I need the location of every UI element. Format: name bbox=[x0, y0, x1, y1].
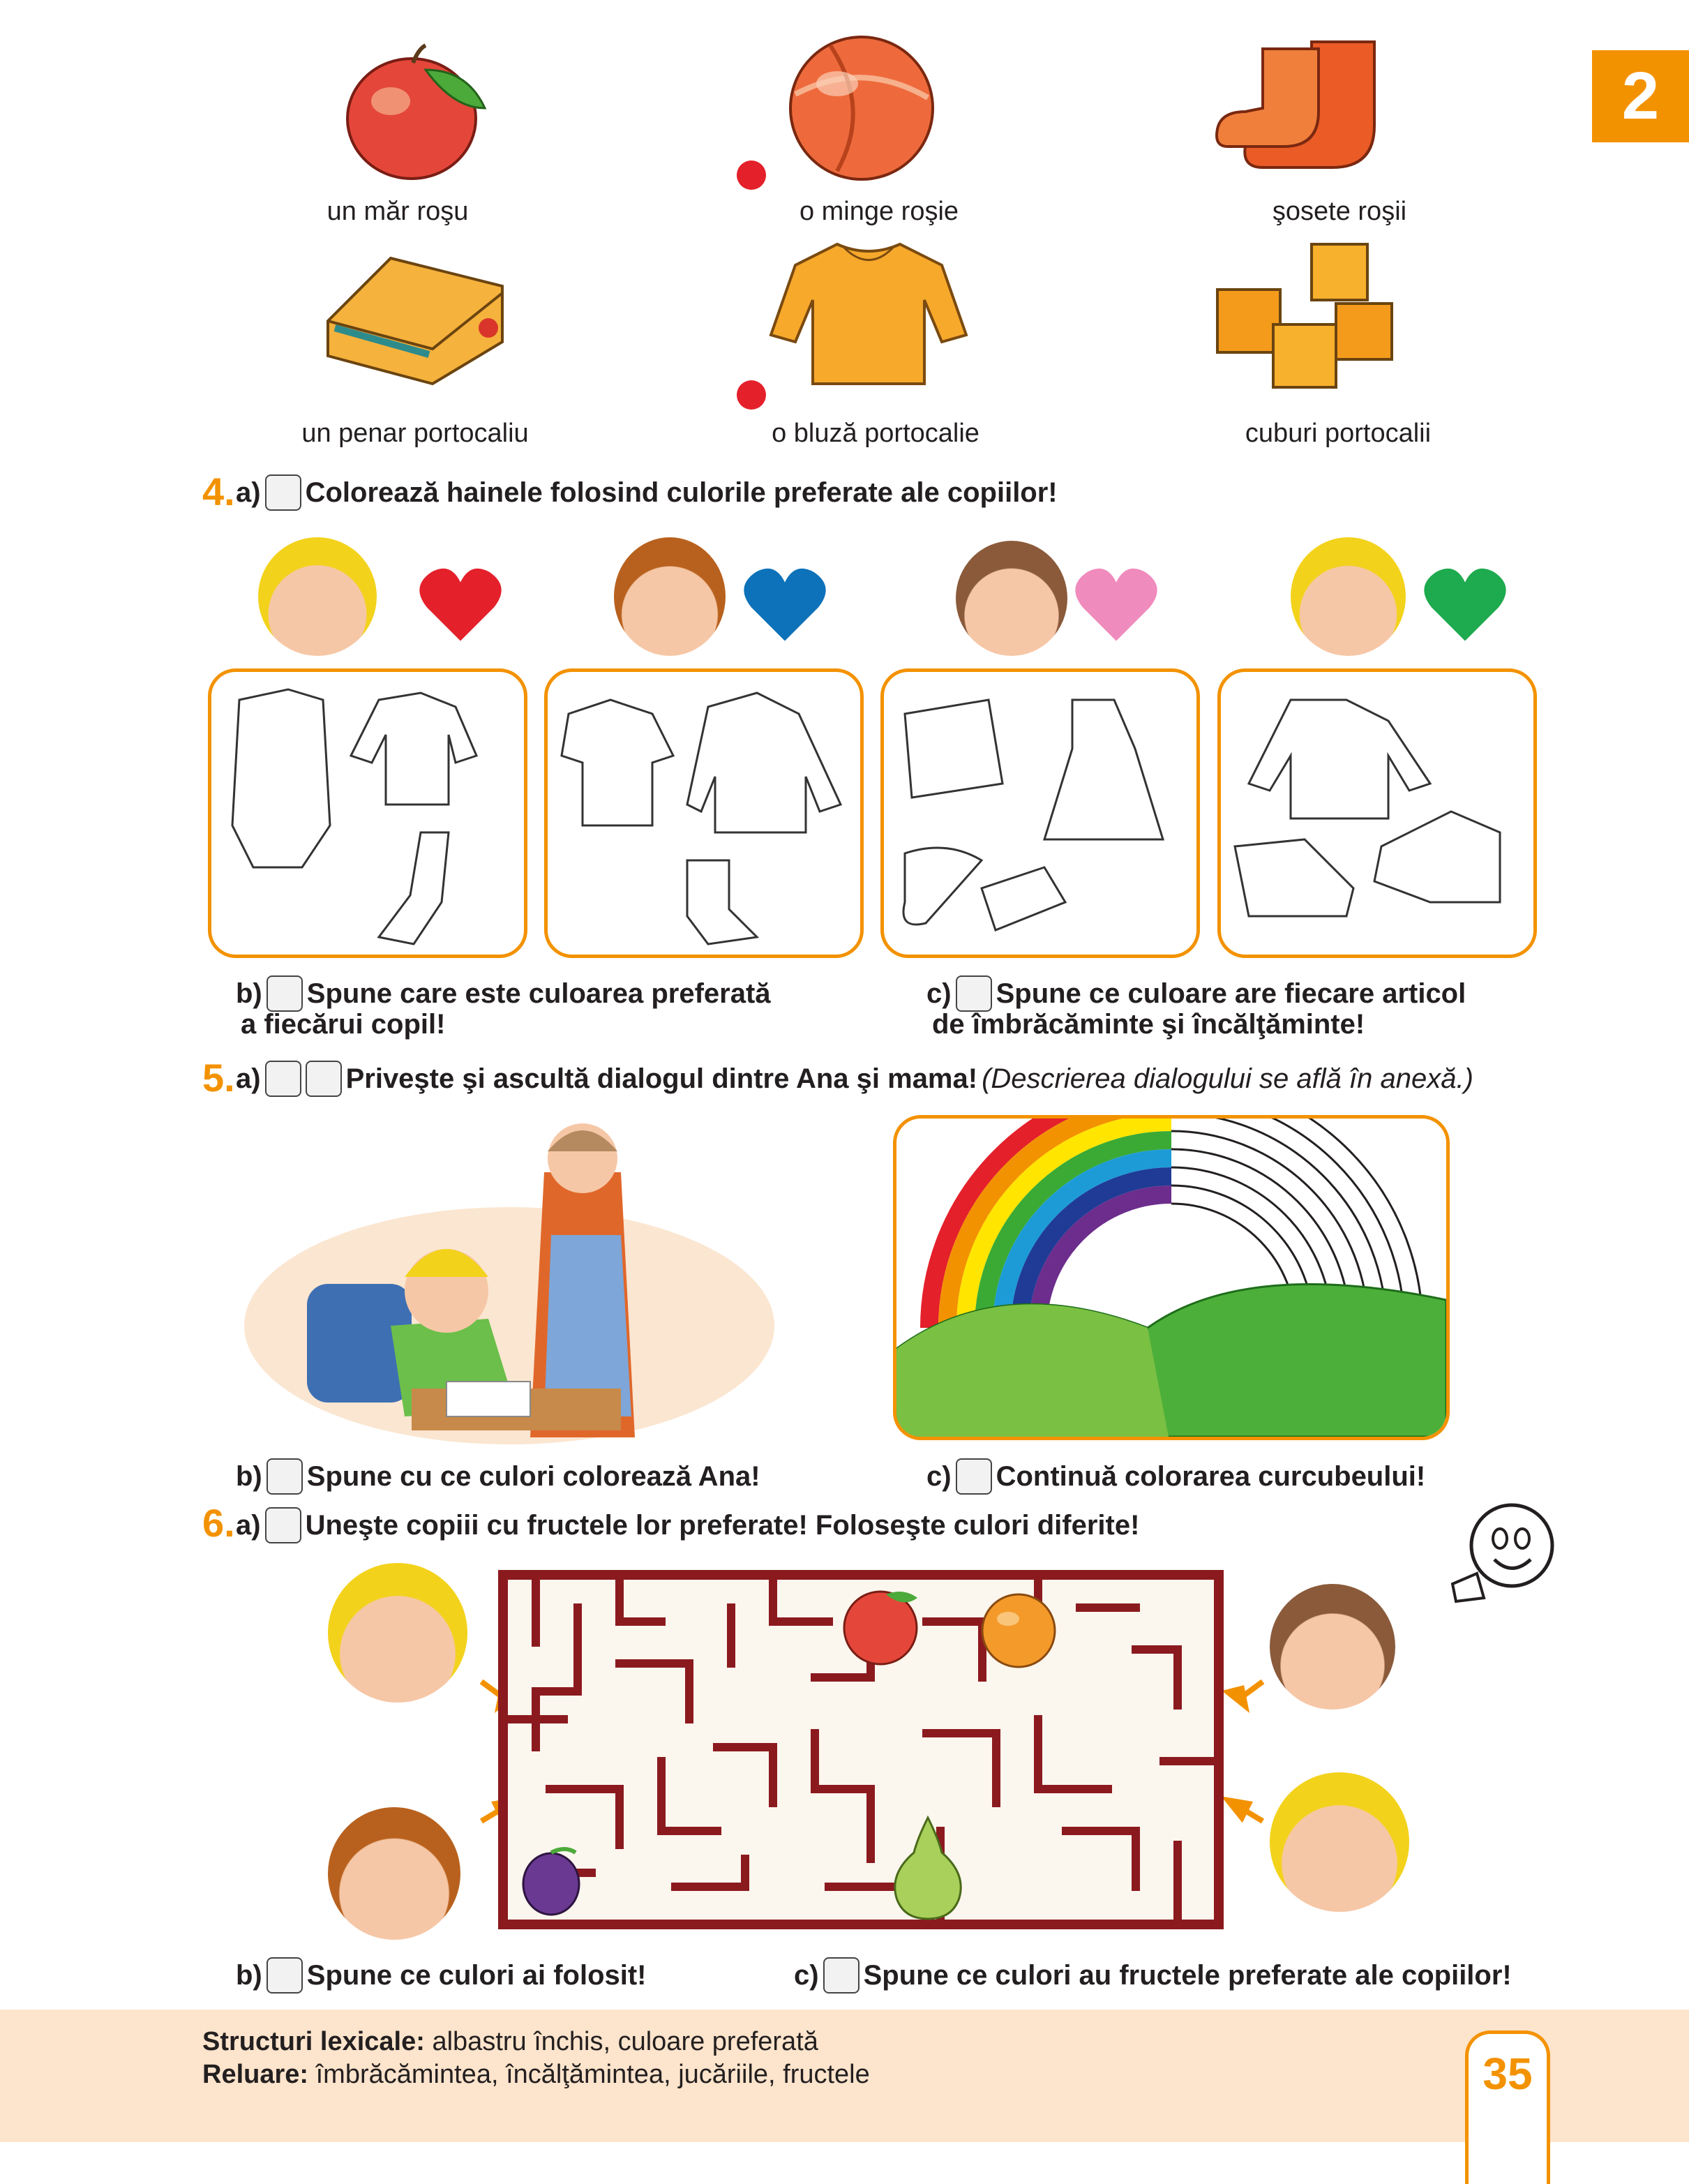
task6a-instruction bbox=[236, 1507, 1139, 1543]
task5a-instruction bbox=[236, 1061, 1473, 1097]
task6c-instruction bbox=[794, 1957, 1512, 1994]
rainbow-image bbox=[896, 1119, 1446, 1437]
heart-shape bbox=[419, 569, 501, 641]
lips-icon bbox=[267, 1957, 303, 1994]
caption-cubes: cuburi portocalii bbox=[1245, 419, 1432, 448]
child-avatar-boy bbox=[614, 537, 726, 656]
review-text: îmbrăcămintea, încălţămintea, jucăriile, fructele bbox=[315, 2060, 870, 2089]
task-text: Continuă colorarea curcubeului! bbox=[996, 1460, 1426, 1492]
structures-line bbox=[202, 2027, 818, 2057]
plum-icon bbox=[513, 1842, 590, 1919]
smiley-thumbs-up-icon bbox=[1446, 1500, 1557, 1605]
clothing-panel[interactable] bbox=[208, 668, 527, 958]
task5b-instruction bbox=[236, 1458, 760, 1495]
structures-label: Structuri lexicale: bbox=[202, 2027, 425, 2056]
heart-shape bbox=[1075, 569, 1157, 641]
task6b-instruction bbox=[236, 1957, 647, 1994]
heart-icon bbox=[1423, 565, 1507, 645]
task-text: Uneşte copiii cu fructele lor preferate! Foloseşte culori diferite! bbox=[305, 1509, 1140, 1541]
heart-shape bbox=[744, 569, 825, 641]
task-label: c) bbox=[926, 1460, 952, 1492]
child-avatar-ana bbox=[258, 537, 377, 656]
task-text: Spune ce culori au fructele preferate ale copiilor! bbox=[863, 1959, 1512, 1991]
caption-apple: un măr roşu bbox=[326, 197, 469, 226]
eye-icon bbox=[265, 1061, 301, 1097]
heart-shape bbox=[1424, 569, 1506, 641]
task5c-instruction bbox=[926, 1458, 1425, 1495]
task-text: Spune ce culoare are fiecare articol bbox=[996, 978, 1466, 1009]
task-text: a fiecărui copil! bbox=[241, 1009, 446, 1040]
task-number: 5. bbox=[202, 1056, 235, 1100]
bullet-dot bbox=[737, 380, 766, 410]
task-label: a) bbox=[236, 1509, 261, 1541]
ana-and-mom-illustration bbox=[230, 1116, 774, 1444]
child-avatar-blond-boy bbox=[1270, 1772, 1409, 1912]
child-avatar-boy bbox=[328, 1807, 460, 1940]
task4b-instruction bbox=[236, 975, 771, 1012]
review-label: Reluare: bbox=[202, 2060, 309, 2089]
rainbow-panel[interactable] bbox=[893, 1115, 1450, 1440]
ball-image bbox=[781, 31, 942, 185]
chapter-number: 2 bbox=[1621, 59, 1660, 133]
task-number: 6. bbox=[202, 1501, 235, 1545]
heart-icon bbox=[743, 565, 827, 645]
caption-blouse: o bluză portocalie bbox=[772, 419, 979, 448]
caption-socks: şosete roşii bbox=[1272, 197, 1407, 226]
heart-icon bbox=[419, 565, 502, 645]
task-number: 4. bbox=[202, 470, 235, 514]
task4c-instruction-cont bbox=[932, 1009, 1365, 1040]
task-text: Spune care este culoarea preferată bbox=[306, 978, 771, 1009]
caption-ball: o minge roşie bbox=[799, 197, 959, 226]
task-label: c) bbox=[926, 978, 952, 1009]
task-label: b) bbox=[236, 978, 262, 1009]
heart-icon bbox=[1074, 565, 1158, 645]
clothes-outline-image bbox=[211, 672, 524, 955]
structures-text: albastru închis, culoare preferată bbox=[432, 2027, 818, 2056]
task-label: b) bbox=[236, 1460, 262, 1492]
child-avatar-girl bbox=[1270, 1584, 1395, 1710]
task4a-instruction bbox=[236, 474, 1058, 511]
task-text: de îmbrăcăminte şi încălţăminte! bbox=[932, 1009, 1365, 1040]
connect-lines-icon bbox=[265, 1507, 301, 1543]
task4c-instruction bbox=[926, 975, 1466, 1012]
clothing-panel[interactable] bbox=[1217, 668, 1537, 958]
cubes-image bbox=[1207, 234, 1402, 401]
clothes-outline-image bbox=[1221, 672, 1533, 955]
apple-image bbox=[335, 42, 502, 181]
lips-icon bbox=[267, 1458, 303, 1495]
task4b-instruction-cont bbox=[241, 1009, 445, 1040]
pear-icon bbox=[886, 1811, 970, 1922]
child-avatar-ana bbox=[328, 1563, 467, 1703]
lips-icon bbox=[823, 1957, 859, 1994]
task-label: a) bbox=[236, 477, 261, 508]
caption-pencil-case: un penar portocaliu bbox=[301, 419, 529, 448]
clothes-outline-image bbox=[884, 672, 1196, 955]
task-text: Spune ce culori ai folosit! bbox=[306, 1959, 647, 1991]
apple-icon bbox=[837, 1580, 928, 1668]
task-text: Colorează hainele folosind culorile preferate ale copiilor! bbox=[305, 477, 1058, 508]
review-line bbox=[202, 2060, 870, 2090]
blouse-image bbox=[767, 230, 970, 398]
bullet-dot bbox=[737, 160, 766, 190]
lips-icon bbox=[956, 975, 992, 1012]
lips-icon bbox=[267, 975, 303, 1012]
task-label: b) bbox=[236, 1959, 262, 1991]
clothing-panel[interactable] bbox=[880, 668, 1200, 958]
clothes-outline-image bbox=[548, 672, 860, 955]
crayons-icon bbox=[956, 1458, 992, 1495]
task-label: c) bbox=[794, 1959, 819, 1991]
pencil-case-image bbox=[314, 244, 516, 391]
child-avatar-blond-boy bbox=[1291, 537, 1406, 656]
task-text: Spune cu ce culori colorează Ana! bbox=[306, 1460, 760, 1492]
child-avatar-girl bbox=[956, 541, 1067, 656]
clothing-panel[interactable] bbox=[544, 668, 864, 958]
task-note: (Descrierea dialogului se află în anexă.) bbox=[982, 1063, 1473, 1094]
apricot-icon bbox=[977, 1587, 1067, 1671]
crayons-icon bbox=[265, 474, 301, 511]
socks-image bbox=[1214, 28, 1409, 188]
ear-icon bbox=[306, 1061, 342, 1097]
task-text: Priveşte şi ascultă dialogul dintre Ana şi mama! bbox=[345, 1063, 978, 1094]
page-number: 35 bbox=[1482, 2049, 1533, 2099]
task-label: a) bbox=[236, 1063, 261, 1094]
